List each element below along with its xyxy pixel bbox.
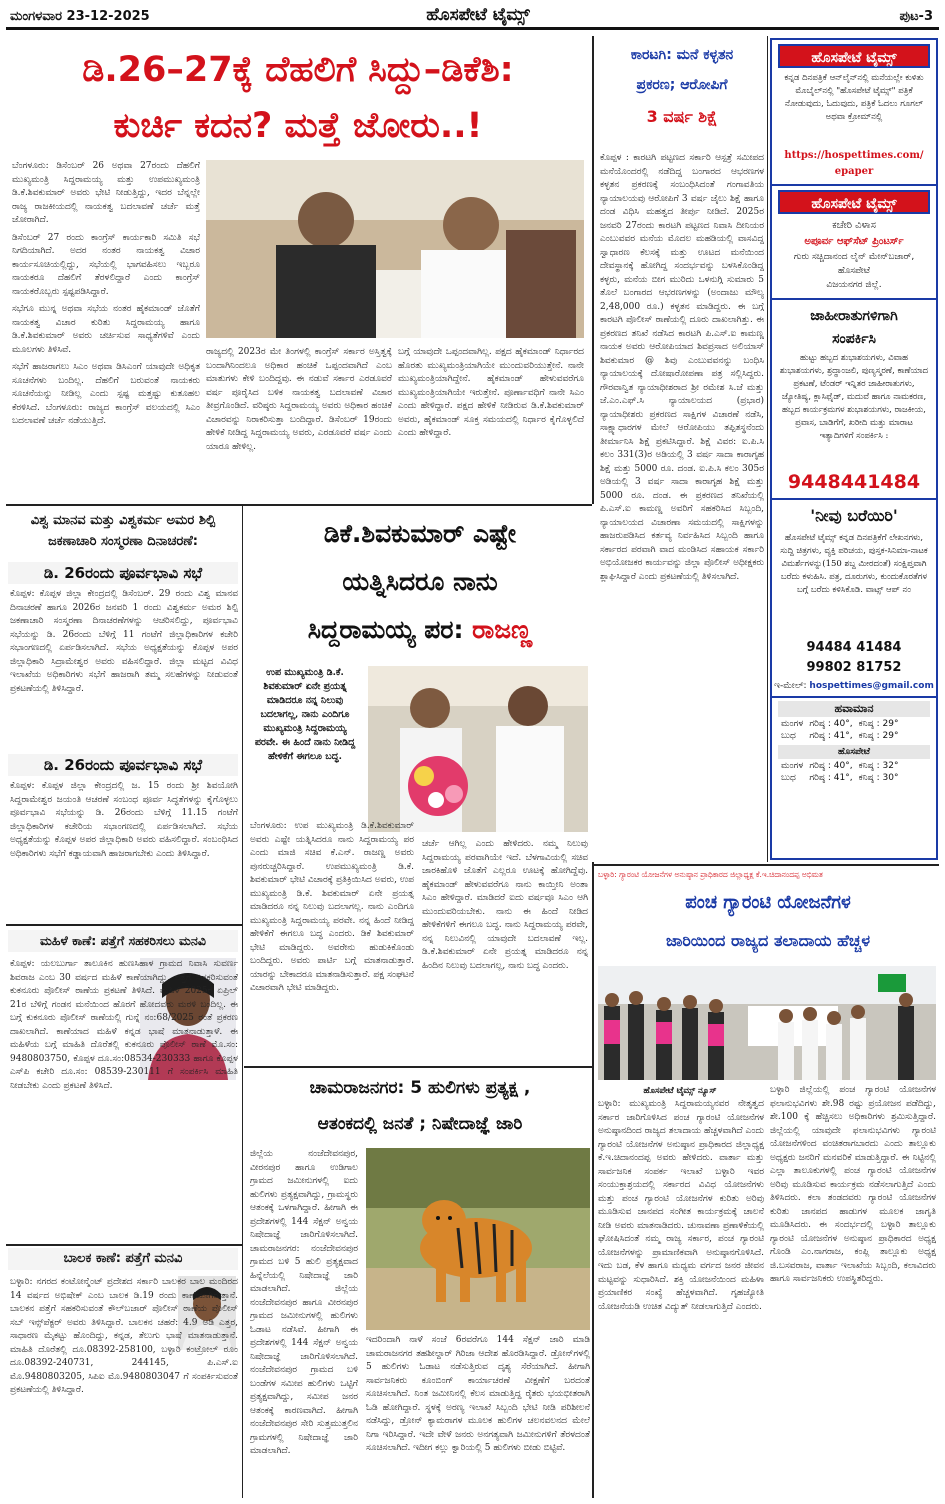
sidebar-brand: ಹೊಸಪೇಟೆ ಟೈಮ್ಸ್ <box>778 44 930 68</box>
sidebar-brand-2: ಹೊಸಪೇಟೆ ಟೈಮ್ಸ್ <box>778 190 930 214</box>
missing-boy-text <box>10 1276 238 1498</box>
lead-col1-p2: ಡಿಸೆಂಬರ್ 27 ರಂದು ಕಾಂಗ್ರೆಸ್ ಕಾರ್ಯಕಾರಿ ಸಮಿತಿ ಸಭೆ ನಿಗದಿಯಾಗಿದೆ. ಅದರ ನಂತರ ನಾಯಕತ್ವ ವಿಚಾರ ಕಾರ್ಯಸೂಚಿಯಲ್ಲಿದ್ದು, ಸಭೆಯಲ್ಲಿ ಭಾಗವಹಿಸಲು ಇಬ್ಬರೂ ನಾಯಕರೂ ದೆಹಲಿಗೆ ತೆರಳಲಿದ್ದಾರೆ ಎಂದು ಕಾಂಗ್ರೆಸ್ ನಾಯಕರೊಬ್ಬರು ಸ್ಪಷ್ಟಪಡಿಸಿದ್ದಾರೆ. <box>12 232 200 297</box>
weather-row <box>778 772 902 784</box>
guarantee-headline <box>598 884 938 960</box>
theft-text-body: ಕೊಪ್ಪಳ : ಕಾರಟಗಿ ಪಟ್ಟಣದ ಸರ್ಕಾರಿ ಆಸ್ಪತ್ರೆ ಸಮೀಪದ ಮನೆಯೊಂದರಲ್ಲಿ ನಡೆದಿದ್ದ ಬಂಗಾರದ ಆಭರಣಗಳ ಕಳ್ಳತನ ಪ್ರಕರಣಕ್ಕೆ ಸಂಬಂಧಿಸಿದಂತೆ ಗಂಗಾವತಿಯ ನ್ಯಾಯಾಲಯವು ಆರೋಪಿಗೆ 3 ವರ್ಷ ಜೈಲು ಶಿಕ್ಷೆ ಹಾಗೂ ದಂಡ ವಿಧಿಸಿ ಮಹತ್ವದ ತೀರ್ಪು ನೀಡಿದೆ. 2025ರ ಜನವರಿ 27ರಂದು ಕಾರಟಗಿ ಪಟ್ಟಣದ ನಿವಾಸಿ ದೀನಿಯರ ಎಂಬುವವರ ಮನೆಯ ಮೊದಲ ಮಹಡಿಯಲ್ಲಿ ವಾಸವಿದ್ದ ಸ್ವಾಧಾರಣ ಕೆಲಸಕ್ಕೆ ಮತ್ತು ಊಟದ ಮನೆಯಿಂದ ದೇವಸ್ಥಾನಕ್ಕೆ ಹೋಗಿದ್ದ ಸಂದರ್ಭವನ್ನು ಬಳಸಿಕೊಂಡಿದ್ದ ಕಳ್ಳರು, ಮನೆಯ ಬೀಗ ಮುರಿದು ಒಳನುಗ್ಗಿ ಸುಮಾರು 5 ತೊಲೆ ಬಂಗಾರದ ಆಭರಣಗಳನ್ನು (ಅಂದಾಜು ಮೌಲ್ಯ 2,48,000 ರೂ.) ಕಳ್ಳತನ ಮಾಡಿದ್ದರು. ಈ ಬಗ್ಗೆ ಕಾರಟಗಿ ಪೊಲೀಸ್ ಠಾಣೆಯಲ್ಲಿ ದೂರು ದಾಖಲಾಗಿತ್ತು. ಈ ಪ್ರಕರಣದ ತನಿಖೆ ನಡೆಸಿದ ಕಾರಟಗಿ ಪಿ.ಎಸ್.ಐ ಕಾಮಣ್ಣ ನಾಯಕ ಅವರು ಆರೋಪಿಯಾದ ಶಿವಪ್ರಸಾದ ಅಲಿಯಾಸ್ ಶಿವಕುಮಾರ @ ಶಿವು ಎಂಬುವವನನ್ನು ಬಂಧಿಸಿ ನ್ಯಾಯಾಲಯಕ್ಕೆ ದೋಷಾರೋಪಣಾ ಪತ್ರ ಸಲ್ಲಿಸಿದ್ದರು. ಗೌರವಾನ್ವಿತ ನ್ಯಾಯಾಧೀಶರಾದ ಶ್ರೀ ರಮೇಶ ಸಿ.ಜೆ ಮತ್ತು ಜೆ.ಎಂ.ಎಫ್.ಸಿ ನ್ಯಾಯಾಲಯದ (ಪ್ರಭಾರ) ನ್ಯಾಯಾಧೀಶರು ಪ್ರಕರಣದ ಸಾಕ್ಷಿಗಳ ವಿಚಾರಣೆ ನಡೆಸಿ, ಸಾಕ್ಷ್ಯಾಧಾರಗಳ ಮೇಲೆ ಆರೋಪಿಯು ತಪ್ಪಿತಸ್ಥನೆಂದು ತೀರ್ಮಾನಿಸಿ ಶಿಕ್ಷೆ ಪ್ರಕಟಿಸಿದ್ದಾರೆ. ಶಿಕ್ಷೆ ವಿವರ: ಐ.ಪಿ.ಸಿ ಕಲಂ 331(3)ರ ಅಡಿಯಲ್ಲಿ 3 ವರ್ಷ ಸಾದಾ ಕಾರಾಗೃಹ ಶಿಕ್ಷೆ ಮತ್ತು 5000 ರೂ. ದಂಡ. ಐ.ಪಿ.ಸಿ ಕಲಂ 305ರ ಅಡಿಯಲ್ಲಿ 3 ವರ್ಷ ಸಾದಾ ಕಾರಾಗೃಹ ಶಿಕ್ಷೆ ಮತ್ತು 5000 ರೂ. ದಂಡ. ಈ ಪ್ರಕರಣದ ತನಿಖೆಯಲ್ಲಿ ಪಿ.ಎಸ್.ಐ ಕಾಮಣ್ಣ ಅವರಿಗೆ ಸಹಕರಿಸಿದ ಸಿಬ್ಬಂದಿ, ನ್ಯಾಯಾಲಯದ ವಿಚಾರಣಾ ಸಮಯದಲ್ಲಿ ಸಾಕ್ಷಿಗಳನ್ನು ಹಾಜರುಪಡಿಸಿದ ಕರ್ತವ್ಯ ನಿರ್ವಹಿಸಿದ ಸಿಬ್ಬಂದಿ ಹಾಗೂ ಸರ್ಕಾರದ ಪರವಾಗಿ ವಾದ ಮಂಡಿಸಿದ ಸಹಾಯಕ ಸರ್ಕಾರಿ ಅಭಿಯೋಜಕರ ಕಾರ್ಯವನ್ನು ಜಿಲ್ಲಾ ಪೊಲೀಸ್ ಅಧೀಕ್ಷಕರು ಶ್ಲಾಘಿಸಿದ್ದಾರೆ ಎಂದು ಪ್ರಕಟಣೆಯಲ್ಲಿ ತಿಳಿಸಲಾಗಿದೆ. <box>600 153 764 582</box>
missing-woman-title: ಮಹಿಳೆ ಕಾಣೆ: ಪತ್ತೆಗೆ ಸಹಕರಿಸಲು ಮನವಿ <box>8 930 238 952</box>
lead-col2 <box>206 346 392 502</box>
missing-boy-body: ಬಳ್ಳಾರಿ: ನಗರದ ಕಂಟೋನ್ಮೆಂಟ್ ಪ್ರದೇಶದ ಸರ್ಕಾರಿ ಬಾಲಕರ ಬಾಲ ಮಂದಿರದ 14 ವರ್ಷದ ಅಭಿಷೇಕ್ ಎಂಬ ಬಾಲಕ ಡಿ.19 ರಂದು ಕಾಣೆಯಾಗಿರುತ್ತಾನೆ. ಬಾಲಕನ ಪತ್ತೆಗೆ ಸಹಕರಿಸುವಂತೆ ಕೌಲ್‌ಬಜಾರ್ ಪೊಲೀಸ್ ಠಾಣೆಯ ಪೊಲೀಸ್ ಸಬ್ ಇನ್ಸ್‌ಪೆಕ್ಟರ್ ಅವರು ತಿಳಿಸಿದ್ದಾರೆ. ಬಾಲಕನ ಚಹರೆ: 4.9 ಅಡಿ ಎತ್ತರ, ಸಾಧಾರಣ ಮೈಕಟ್ಟು ಹೊಂದಿದ್ದು, ಕನ್ನಡ, ತೆಲುಗು ಭಾಷೆ ಮಾತನಾಡುತ್ತಾನೆ. ಮಾಹಿತಿ ದೊರೆತಲ್ಲಿ ದೂ.08392-258100, ಬಳ್ಳಾರಿ ಕಂಟ್ರೋಲ್ ರೂಂ ದೂ.08392-240731, 244145, ಪಿ.ಎಸ್.ಐ ಮೊ.9480803205, ಸಿಪಿಐ ಮೊ.9480803047 ಗೆ ಸಂಪರ್ಕಿಸುವಂತೆ ಪ್ರಕಟಣೆಯಲ್ಲಿ ತಿಳಿಸಿದ್ದಾರೆ. <box>10 1277 238 1395</box>
missing-woman-body: ಕೊಪ್ಪಳ: ಯಲಬುರ್ಗಾ ತಾಲೂಕಿನ ಹುಣಸಿಹಾಳ ಗ್ರಾಮದ ನಿವಾಸಿ ಸುವರ್ಣ ಶಿವರಾಜ ಎಂಬ 30 ವರ್ಷದ ಮಹಿಳೆ ಕಾಣೆಯಾಗಿದ್ದು, ಪತ್ತೆಗೆ ಸಹಕರಿಸುವಂತೆ ಕುಕನೂರು ಪೊಲೀಸ್ ಠಾಣೆಯ ಪ್ರಕಟಣೆ ತಿಳಿಸಿದೆ. ಮಹಿಳೆ 2025ರ ಏಪ್ರಿಲ್ 21ರ ಬೆಳಿಗ್ಗೆ ಗಂಡನ ಮನೆಯಿಂದ ಹೊರಗೆ ಹೋದವರು ಮರಳಿ ಬಂದಿಲ್ಲ. ಈ ಬಗ್ಗೆ ಕುಕನೂರು ಪೊಲೀಸ್ ಠಾಣೆಯಲ್ಲಿ ಗುನ್ನೆ ನಂ:68/2025 ರಂತೆ ಪ್ರಕರಣ ದಾಖಲಾಗಿದೆ. ಕಾಣೆಯಾದ ಮಹಿಳೆ ಕನ್ನಡ ಭಾಷೆ ಮಾತನಾಡುತ್ತಾಳೆ. ಈ ಮಹಿಳೆಯ ಬಗ್ಗೆ ಮಾಹಿತಿ ದೊರೆತಲ್ಲಿ ಕುಕನೂರು ಪೊಲೀಸ್ ಠಾಣೆ ಮೊ.ಸಂ: 9480803750, ಕೊಪ್ಪಳ ದೂ.ಸಂ:08534-230333 ಹಾಗೂ ಕೊಪ್ಪಳ ಎಸ್‌ಪಿ ಕಚೇರಿ ದೂ.ಸಂ: 08539-230111 ಗೆ ಸಂಪರ್ಕಿಸಿ ಮಾಹಿತಿ ನೀಡಬೇಕು ಎಂದು ಪ್ರಕಟಣೆ ತಿಳಿಸಿದೆ. <box>10 959 238 1091</box>
weather-max: ಗರಿಷ್ಠ : 40°, <box>809 761 853 771</box>
sidebar-write-title: 'ನೀವು ಬರೆಯಿರಿ' <box>810 506 898 525</box>
weather-min: ಕನಿಷ್ಠ : 30° <box>858 773 899 783</box>
sidebar-ads-phone: 9448441484 <box>787 471 921 493</box>
guarantee-headline-line2: ಜಾರಿಯಿಂದ ರಾಜ್ಯದ ತಲಾದಾಯ ಹೆಚ್ಚಳ <box>665 931 871 950</box>
masthead <box>6 4 939 30</box>
sidebar-write-phone2: 99802 81752 <box>806 660 902 675</box>
weather-day: ಮಂಗಳ <box>781 761 804 771</box>
theft-headline-line3: 3 ವರ್ಷ ಶಿಕ್ಷೆ <box>646 107 718 126</box>
guarantee-col-left-body: ಬಳ್ಳಾರಿ: ಮುಖ್ಯಮಂತ್ರಿ ಸಿದ್ದರಾಮಯ್ಯನವರ ನೇತೃತ್ವದ ಸರ್ಕಾರ ಜಾರಿಗೊಳಿಸಿದ ಪಂಚ ಗ್ಯಾರಂಟಿ ಯೋಜನೆಗಳ ಅನುಷ್ಠಾನದಿಂದ ರಾಜ್ಯದ ತಲಾದಾಯ ಹೆಚ್ಚಳವಾಗಿದೆ ಎಂದು ಗ್ಯಾರಂಟಿ ಯೋಜನೆಗಳ ಅನುಷ್ಠಾನ ಪ್ರಾಧಿಕಾರದ ಜಿಲ್ಲಾಧ್ಯಕ್ಷ ಕೆ.ಇ.ಚಿದಾನಂದಪ್ಪ ಅವರು ಹೇಳಿದರು. ವಾರ್ತಾ ಮತ್ತು ಸಾರ್ವಜನಿಕ ಸಂಪರ್ಕ ಇಲಾಖೆ ಬಳ್ಳಾರಿ ಇವರ ಸಂಯುಕ್ತಾಶ್ರಯದಲ್ಲಿ ಸರ್ಕಾರದ ವಿವಿಧ ಯೋಜನೆಗಳು ಮತ್ತು ಪಂಚ ಗ್ಯಾರಂಟಿ ಯೋಜನೆಗಳ ಕುರಿತು ಅರಿವು ಮೂಡಿಸುವ ಜಾನಪದ ಸಂಗೀತ ಕಾರ್ಯಕ್ರಮಕ್ಕೆ ಚಾಲನೆ ನೀಡಿ ಅವರು ಮಾತನಾಡಿದರು. ಚುನಾವಣಾ ಪ್ರಣಾಳಿಕೆಯಲ್ಲಿ ಘೋಷಿಸಿದಂತೆ ನಮ್ಮ ರಾಜ್ಯ ಸರ್ಕಾರ, ಪಂಚ ಗ್ಯಾರಂಟಿ ಯೋಜನೆಗಳನ್ನು ಪ್ರಾಮಾಣಿಕವಾಗಿ ಅನುಷ್ಠಾನಗೊಳಿಸಿದೆ. ಇದು ಬಡ, ಕೆಳ ಹಾಗೂ ಮಧ್ಯಮ ವರ್ಗದ ಜನರ ಜೀವನ ಮಟ್ಟವನ್ನು ಸುಧಾರಿಸಿದೆ. ಶಕ್ತಿ ಯೋಜನೆಯಿಂದ ಮಹಿಳಾ ಪ್ರಯಾಣಿಕರ ಸಂಖ್ಯೆ ಹೆಚ್ಚಳವಾಗಿದೆ. ಗೃಹಜ್ಯೋತಿ ಯೋಜನೆಯಡಿ ಉಚಿತ ವಿದ್ಯುತ್ ನೀಡಲಾಗುತ್ತಿದೆ ಎಂದರು. <box>598 1099 764 1312</box>
weather-min: ಕನಿಷ್ಠ : 32° <box>858 761 899 771</box>
dks-quote <box>250 666 360 816</box>
sidebar-write-text: ಹೊಸಪೇಟೆ ಟೈಮ್ಸ್ ಕನ್ನಡ ದಿನಪತ್ರಿಕೆಗೆ ಲೇಖನಗಳು, ಸುದ್ದಿ ಚಿತ್ರಗಳು, ವ್ಯಕ್ತಿ ಪರಿಚಯ, ಪುಸ್ತಕ-ಸಿನಿಮಾ-ನಾಟಕ ವಿಮರ್ಶೆಗಳನ್ನು(150 ಶಬ್ದ ಮೀರದಂತೆ) ಸಂಕ್ಷಿಪ್ತವಾಗಿ ಬರೆದು ಕಳುಹಿಸಿ. ಪತ್ರ, ದೂರುಗಳು, ಕುಂದುಕೊರತೆಗಳ ಬಗ್ಗೆ ಬರೆದು ಕಳಿಸಿಕೊಡಿ. ವಾಟ್ಸ್ ಆಪ್ ನಂ <box>780 533 928 595</box>
tiger-col-left <box>250 1148 358 1498</box>
dks-text-right-body: ಚರ್ಚೆ ಆಗಿಲ್ಲ ಎಂದು ಹೇಳಿದರು. ನಮ್ಮ ನಿಲುವು ಸಿದ್ದರಾಮಯ್ಯ ಪರವಾಗಿಯೇ ಇದೆ. ಬೆಳಗಾವಿಯಲ್ಲಿ ಸಚಿವ ಜಾರಕಿಹೊಳಿ ಜೊತೆಗೆ ಎಲ್ಲರೂ ಊಟಕ್ಕೆ ಹೋಗಿದ್ದೆವು. ಹೈಕಮಾಂಡ್ ಹೇಳುವವರೆಗೂ ನಾನು ಕಾಯ್ತೀನಿ ಅಂತಾ ಸಿಎಂ ಹೇಳಿದ್ದಾರೆ. ಮಾಡಿದರೆ ಐದು ವರ್ಷವೂ ಸಿಎಂ ಆಗಿ ಮುಂದುವರಿಯಬೇಕು. ನಾನು ಈ ಹಿಂದೆ ನೀಡಿದ ಹೇಳಿಕೆಗಳಿಗೆ ಈಗಲೂ ಬದ್ಧ. ನಾನು ಸಿದ್ದರಾಮಯ್ಯ ಪರವೇ, ನನ್ನ ನಿಲುವಿನಲ್ಲಿ ಯಾವುದೇ ಬದಲಾವಣೆ ಇಲ್ಲ. ಡಿ.ಕೆ.ಶಿವಕುಮಾರ್ ಏನೇ ಪ್ರಯತ್ನ ಮಾಡಿದರೂ ನನ್ನ ಹಿಂದಿನ ನಿಲುವು ಬದಲಾಗಲ್ಲ, ನಾನು ಬದ್ಧ ಎಂದರು. <box>422 839 588 971</box>
weather-max: ಗರಿಷ್ಠ : 41°, <box>809 773 853 783</box>
sidebar-ads-title1: ಜಾಹೀರಾತುಗಳಿಗಾಗಿ <box>810 308 898 324</box>
sidebar-weather-title2: ಹೊಸಪೇಟೆ <box>778 745 930 759</box>
vishwa-subhead: ಡಿ. 26ರಂದು ಪೂರ್ವಭಾವಿ ಸಭೆ <box>8 562 238 584</box>
dks-headline-line3b: ರಾಜಣ್ಣ <box>472 615 533 644</box>
dks-headline-line3a: ಸಿದ್ದರಾಮಯ್ಯ ಪರ: <box>307 615 473 644</box>
sidebar-printer-line2: ಅಪೂರ್ವ ಆಫ್‌ಸೆಟ್ ಪ್ರಿಂಟರ್ಸ್ <box>804 236 904 247</box>
weather-min: ಕನಿಷ್ಠ : 29° <box>858 719 899 729</box>
sidebar-write-email-label: ಇ-ಮೇಲ್: <box>774 681 807 691</box>
sidebar-weather-title: ಹವಾಮಾನ <box>778 701 930 717</box>
lead-col1-p4: ಸಭೆಗೆ ಹಾಜರಾಗಲು ಸಿಎಂ ಅಥವಾ ಡಿಸಿಎಂಗೆ ಯಾವುದೇ ಅಧಿಕೃತ ಸೂಚನೆಗಳು ಬಂದಿಲ್ಲ. ದೆಹಲಿಗೆ ಬರುವಂತೆ ನಾಯಕರು ಸೂಚನೆಯನ್ನು ನೀಡಿಲ್ಲ ಎಂದು ಸ್ಪಷ್ಟ ಮತ್ತಷ್ಟು ಕುತೂಹಲ ಕೆರಳಿಸಿದೆ. ಬೆಂಗಳೂರು: ರಾಜ್ಯದ ಕಾಂಗ್ರೆಸ್ ವಲಯದಲ್ಲಿ ಸಿಎಂ ಬದಲಾವಣೆ ಚರ್ಚೆ ನಡೆಯುತ್ತಿದೆ. <box>12 362 200 426</box>
guarantee-col-right <box>770 1084 936 1498</box>
dks-photo <box>368 666 588 832</box>
lead-headline <box>8 42 588 154</box>
lead-col1 <box>12 160 200 500</box>
theft-headline-line1: ಕಾರಟಗಿ: ಮನೆ ಕಳ್ಳತನ <box>630 47 734 63</box>
vishwa-subhead-2: ಡಿ. 26ರಂದು ಪೂರ್ವಭಾವಿ ಸಭೆ <box>8 754 238 776</box>
masthead-date: ಮಂಗಳವಾರ 23-12-2025 <box>10 9 150 24</box>
guarantee-col-right-body: ಬಳ್ಳಾರಿ ಜಿಲ್ಲೆಯಲ್ಲಿ ಪಂಚ ಗ್ಯಾರಂಟಿ ಯೋಜನೆಗಳ ಫಲಾನುಭವಿಗಳು ಶೇ.98 ರಷ್ಟು ಪ್ರಯೋಜನ ಪಡೆದಿದ್ದು, ಶೇ.100 ಕ್ಕೆ ಹೆಚ್ಚಿಸಲು ಅಧಿಕಾರಿಗಳು ಶ್ರಮಿಸುತ್ತಿದ್ದಾರೆ. ಜಿಲ್ಲೆಯಲ್ಲಿ ಯಾವುದೇ ಫಲಾನುಭವಿಗಳು ಗ್ಯಾರಂಟಿ ಯೋಜನೆಗಳಿಂದ ವಂಚಿತರಾಗಬಾರದು ಎಂದು ತಾಲ್ಲೂಕು ಅಧ್ಯಕ್ಷರು ಜನರಿಗೆ ಮನವರಿಕೆ ಮಾಡುತ್ತಿದ್ದಾರೆ. ಈ ನಿಟ್ಟಿನಲ್ಲಿ ಎಲ್ಲಾ ತಾಲೂಕುಗಳಲ್ಲಿ ಪಂಚ ಗ್ಯಾರಂಟಿ ಯೋಜನೆಗಳ ಅರಿವು ಮೂಡಿಸುವ ಕಾರ್ಯಕ್ರಮ ನಡೆಸಲಾಗುತ್ತಿದೆ ಎಂದು ತಿಳಿಸಿದರು. ಕಲಾ ತಂಡದವರು ಗ್ಯಾರಂಟಿ ಯೋಜನೆಗಳ ಕುರಿತು ಜಾನಪದ ಹಾಡುಗಳ ಮೂಲಕ ಜಾಗೃತಿ ಮೂಡಿಸಿದರು. ಈ ಸಂದರ್ಭದಲ್ಲಿ ಬಳ್ಳಾರಿ ತಾಲ್ಲೂಕು ಗ್ಯಾರಂಟಿ ಯೋಜನೆಗಳ ಅನುಷ್ಠಾನ ಪ್ರಾಧಿಕಾರದ ಅಧ್ಯಕ್ಷ ಗೊಂಡಿ ಎಂ.ನಾಗರಾಜ, ಕಂಪ್ಲಿ ತಾಲ್ಲೂಕು ಅಧ್ಯಕ್ಷ ಜಿ.ಬಸವರಾಜ, ವಾರ್ತಾ ಇಲಾಖೆಯ ಸಿಬ್ಬಂದಿ, ಕಲಾವಿದರು ಹಾಗೂ ಸಾರ್ವಜನಿಕರು ಉಪಸ್ಥಿತರಿದ್ದರು. <box>770 1085 936 1284</box>
lead-headline-line1: ಡಿ.26–27ಕ್ಕೆ ದೆಹಲಿಗೆ ಸಿದ್ದು–ಡಿಕೆಶಿ: <box>82 50 514 90</box>
weather-day: ಬುಧ <box>781 731 796 741</box>
weather-table <box>778 718 902 742</box>
tiger-headline <box>250 1070 590 1144</box>
weather-row <box>778 730 902 742</box>
masthead-paper: ಹೊಸಪೇಟೆ ಟೈಮ್ಸ್ <box>426 5 530 25</box>
sidebar-printer-line3: ಗುರು ಸಚ್ಚಿದಾನಂದ ಲೈನ್ ಮೇನ್‌ಬಜಾರ್, ಹೊಸಪೇಟೆ <box>793 252 915 276</box>
tiger-headline-line2: ಆತಂಕದಲ್ಲಿ ಜನತೆ ; ನಿಷೇದಾಜ್ಞೆ ಜಾರಿ <box>317 1114 523 1134</box>
lead-col1-p3: ಸಭೆಗೂ ಮುನ್ನ ಅಥವಾ ಸಭೆಯ ನಂತರ ಹೈಕಮಾಂಡ್ ಜೊತೆಗೆ ನಾಯಕತ್ವ ವಿಚಾರ ಕುರಿತು ಸಿದ್ದರಾಮಯ್ಯ ಹಾಗೂ ಡಿ.ಕೆ.ಶಿವಕುಮಾರ್ ಅವರು ಚರ್ಚಿಸುವ ಸಾಧ್ಯತೆಗಳಿವೆ ಎಂದು ಮೂಲಗಳು ತಿಳಿಸಿವೆ. <box>12 304 200 355</box>
missing-woman-text <box>10 958 238 1242</box>
theft-headline-line2: ಪ್ರಕರಣ; ಆರೋಪಿಗೆ <box>636 77 728 93</box>
dks-headline-line2: ಯತ್ನಿಸಿದರೂ ನಾನು <box>342 567 498 596</box>
weather-day: ಬುಧ <box>781 773 796 783</box>
guarantee-photo <box>598 966 936 1080</box>
masthead-page: ಪುಟ-3 <box>899 9 933 24</box>
guarantee-kicker: ಬಳ್ಳಾರಿ: ಗ್ಯಾರಂಟಿ ಯೋಜನೆಗಳ ಅನುಷ್ಠಾನ ಪ್ರಾಧಿಕಾರದ ಜಿಲ್ಲಾಧ್ಯಕ್ಷ ಕೆ.ಇ.ಚಿದಾನಂದಪ್ಪ ಅಭಿಮತ <box>598 870 823 879</box>
tiger-col-bottom-body: ಇದರಿಂದಾಗಿ ನಾಳೆ ಸಂಜೆ 6ರವರೆಗೂ 144 ಸೆಕ್ಷನ್ ಜಾರಿ ಮಾಡಿ ಚಾಮರಾಜನಗರ ತಹಶೀಲ್ದಾರ್ ಗಿರಿಜಾ ಆದೇಶ ಹೊರಡಿಸಿದ್ದಾರೆ. ಡ್ರೋನ್‌ಗಳಲ್ಲಿ 5 ಹುಲಿಗಳು ಓಡಾಟ ನಡೆಸುತ್ತಿರುವ ದೃಶ್ಯ ಸೆರೆಯಾಗಿದೆ. ಹೀಗಾಗಿ ಸಾರ್ವಜನಿಕರು ಕೂಂಬಿಂಗ್ ಕಾರ್ಯಾಚರಣೆ ವೀಕ್ಷಣೆಗೆ ಬರದಂತೆ ಸೂಚಿಸಲಾಗಿದೆ. ನಿಂತ ಜಮೀನಿನಲ್ಲಿ ಕೆಲಸ ಮಾಡುತ್ತಿದ್ದ ರೈತರು ಭಯಭೀತರಾಗಿ ಓಡಿ ಹೋಗಿದ್ದಾರೆ. ಸ್ಥಳಕ್ಕೆ ಅರಣ್ಯ ಇಲಾಖೆ ಸಿಬ್ಬಂದಿ ಭೇಟಿ ನೀಡಿ ಪರಿಶೀಲನೆ ನಡೆಸಿದ್ದು, ಡ್ರೋನ್ ಕ್ಯಾಮರಾಗಳ ಮೂಲಕ ಹುಲಿಗಳ ಚಲನವಲನದ ಮೇಲೆ ನಿಗಾ ಇರಿಸಿದ್ದಾರೆ. ಇದೇ ವೇಳೆ ಜನರು ಅನಗತ್ಯವಾಗಿ ಜಮೀನುಗಳಿಗೆ ತೆರಳದಂತೆ ಸೂಚಿಸಲಾಗಿದೆ. ಇದೀಗ ಕಲ್ಲು ಕ್ವಾರಿಯಲ್ಲಿ 5 ಹುಲಿಗಳು ಬೀಡು ಬಿಟ್ಟಿವೆ. <box>366 1335 590 1453</box>
dks-headline <box>250 510 590 660</box>
lead-col3 <box>398 346 584 502</box>
sidebar <box>770 38 938 860</box>
tiger-photo <box>366 1148 590 1330</box>
vishwa-text-2 <box>10 780 238 920</box>
sidebar-epaper-url1[interactable]: https://hospettimes.com/ <box>784 150 924 161</box>
sidebar-epaper-text: ಕನ್ನಡ ದಿನಪತ್ರಿಕೆ ಆನ್‌ಲೈನ್‌ನಲ್ಲಿ ಮನೆಯಲ್ಲೇ ಕುಳಿತು ಮೊಬೈಲ್‌ನಲ್ಲಿ "ಹೊಸಪೇಟೆ ಟೈಮ್ಸ್" ಪತ್ರಿಕೆ ನೋಡುವುದು, ಓದುವುದು, ಪತ್ರಿಕೆ ಓದಲು ಗೂಗಲ್ ಅಥವಾ ಕ್ರೋಮ್‌ನಲ್ಲಿ <box>784 73 924 122</box>
sidebar-write-phone1: 94484 41484 <box>806 640 902 655</box>
dks-text-left <box>250 820 414 1062</box>
dks-quote-text: ಉಪ ಮುಖ್ಯಮಂತ್ರಿ ಡಿ.ಕೆ. ಶಿವಕುಮಾರ್ ಏನೇ ಪ್ರಯತ್ನ ಮಾಡಿದರೂ ನನ್ನ ನಿಲುವು ಬದಲಾಗಲ್ಲ, ನಾನು ಎಂದಿಗೂ ಮುಖ್ಯಮಂತ್ರಿ ಸಿದ್ದರಾಮಯ್ಯ ಪರವೇ. ಈ ಹಿಂದೆ ನಾನು ನೀಡಿದ್ದ ಹೇಳಿಕೆಗೆ ಈಗಲೂ ಬದ್ಧ. <box>254 667 356 762</box>
vishwa-text-body: ಕೊಪ್ಪಳ: ಕೊಪ್ಪಳ ಜಿಲ್ಲಾ ಕೇಂದ್ರದಲ್ಲಿ ಡಿಸೆಂಬರ್. 29 ರಂದು ವಿಶ್ವ ಮಾನವ ದಿನಾಚರಣೆ ಹಾಗೂ 2026ರ ಜನವರಿ 1 ರಂದು ವಿಶ್ವಕರ್ಮ ಅಮರ ಶಿಲ್ಪಿ ಜಕಣಾಚಾರಿ ಸಂಸ್ಮರಣಾ ದಿನಾಚರಣೆಗಳನ್ನು ಆಚರಿಸಲಿದ್ದು, ಪೂರ್ವಭಾವಿ ಸಭೆಯನ್ನು ಡಿ. 26ರಂದು ಬೆಳಿಗ್ಗೆ 11 ಗಂಟೆಗೆ ಜಿಲ್ಲಾಧಿಕಾರಿಗಳ ಕಚೇರಿ ಸಭಾಂಗಣದಲ್ಲಿ ಏರ್ಪಡಿಸಲಾಗಿದೆ. ಸಭೆಯ ಅಧ್ಯಕ್ಷತೆಯನ್ನು ಕೊಪ್ಪಳ ಅಪರ ಜಿಲ್ಲಾಧಿಕಾರಿ ಸಿದ್ರಾಮೇಶ್ವರ ಅವರು ವಹಿಸಲಿದ್ದಾರೆ. ಜಿಲ್ಲಾ ಮಟ್ಟದ ವಿವಿಧ ಇಲಾಖೆಯ ಅಧಿಕಾರಿಗಳು ಸಭೆಗೆ ಹಾಜರಾಗಿ ತಮ್ಮ ಸಲಹೆಗಳನ್ನು ನೀಡುವಂತೆ ಪ್ರಕಟಣೆಯಲ್ಲಿ ತಿಳಿಸಿದ್ದಾರೆ. <box>10 589 238 694</box>
lead-col1-p1: ಬೆಂಗಳೂರು: ಡಿಸೆಂಬರ್ 26 ಅಥವಾ 27ರಂದು ದೆಹಲಿಗೆ ಮುಖ್ಯಮಂತ್ರಿ ಸಿದ್ದರಾಮಯ್ಯ ಮತ್ತು ಉಪಮುಖ್ಯಮಂತ್ರಿ ಡಿ.ಕೆ.ಶಿವಕುಮಾರ್ ಅವರು ಭೇಟಿ ನೀಡುತ್ತಿದ್ದು, ಇದರ ಬೆನ್ನಲ್ಲೇ ರಾಜ್ಯ ರಾಜಕೀಯದಲ್ಲಿ ನಾಯಕತ್ವ ಬದಲಾವಣೆ ಚರ್ಚೆ ಮತ್ತೆ ಜೋರಾಗಿದೆ. <box>12 161 200 225</box>
dks-headline-line1: ಡಿಕೆ.ಶಿವಕುಮಾರ್ ಎಷ್ಟೇ <box>323 519 517 548</box>
sidebar-printer-line4: ವಿಜಯನಗರ ಜಿಲ್ಲೆ. <box>826 280 882 290</box>
weather-max: ಗರಿಷ್ಠ : 40°, <box>809 719 853 729</box>
guarantee-byline: ಹೊಸಪೇಟೆ ಟೈಮ್ಸ್ ನ್ಯೂಸ್ <box>643 1086 717 1096</box>
weather-row <box>778 718 902 730</box>
dks-text-left-body: ಬೆಂಗಳೂರು: ಉಪ ಮುಖ್ಯಮಂತ್ರಿ ಡಿ.ಕೆ.ಶಿವಕುಮಾರ್ ಅವರು ಎಷ್ಟೇ ಯತ್ನಿಸಿದರೂ ನಾನು ಸಿದ್ದರಾಮಯ್ಯ ಪರ ಎಂದು ಮಾಜಿ ಸಚಿವ ಕೆ.ಎನ್. ರಾಜಣ್ಣ ಅವರು ಪುನರುಚ್ಚರಿಸಿದ್ದಾರೆ. ಉಪಮುಖ್ಯಮಂತ್ರಿ ಡಿ.ಕೆ. ಶಿವಕುಮಾರ್ ಭೇಟಿ ವಿಚಾರಕ್ಕೆ ಪ್ರತಿಕ್ರಿಯಿಸಿದ ಅವರು, ಉಪ ಮುಖ್ಯಮಂತ್ರಿ ಡಿ.ಕೆ. ಶಿವಕುಮಾರ್ ಏನೇ ಪ್ರಯತ್ನ ಮಾಡಿದರೂ ನನ್ನ ನಿಲುವು ಬದಲಾಗಲ್ಲ. ನಾನು ಎಂದಿಗೂ ಮುಖ್ಯಮಂತ್ರಿ ಸಿದ್ದರಾಮಯ್ಯ ಪರವೇ. ನನ್ನ ಹಿಂದೆ ನೀಡಿದ್ದ ಹೇಳಿಕೆಗೆ ಈಗಲೂ ಬದ್ಧ ಎಂದರು. ಡಿಕೆ ಶಿವಕುಮಾರ್ ಭೇಟಿ ಮಾಡಿದ್ದರು. ಅವರೇನು ಹುಡುಕಿಕೊಂಡು ಬಂದಿದ್ದರು. ಅವರು ಪಾರ್ಟಿ ಬಗ್ಗೆ ಮಾತನಾಡುತ್ತಾರೆ. ಯಾರನ್ನು ಬೇಕಾದರೂ ಮಾತನಾಡಿಸುತ್ತಾರೆ. ಪಕ್ಷ ಸಂಘಟನೆ ವಿಚಾರವಾಗಿ ಭೇಟಿ ಮಾಡಿದ್ದರು. <box>250 821 414 993</box>
weather-max: ಗರಿಷ್ಠ : 41°, <box>809 731 853 741</box>
guarantee-col-left <box>598 1098 764 1498</box>
theft-headline <box>598 40 766 150</box>
weather-day: ಮಂಗಳ <box>781 719 804 729</box>
sidebar-printer-line1: ಕಚೇರಿ ವಿಳಾಸ <box>832 220 876 231</box>
sidebar-epaper-url2[interactable]: epaper <box>834 166 874 177</box>
sidebar-ads-title2: ಸಂಪರ್ಕಿಸಿ <box>832 331 876 347</box>
lead-photo <box>206 160 584 338</box>
weather-table-2 <box>778 760 902 784</box>
dks-text-right <box>422 838 588 1062</box>
vishwa-title-text: ವಿಶ್ವ ಮಾನವ ಮತ್ತು ವಿಶ್ವಕರ್ಮ ಅಮರ ಶಿಲ್ಪಿ ಜಕಣಾಚಾರಿ ಸಂಸ್ಮರಣಾ ದಿನಾಚರಣೆ: <box>30 513 216 549</box>
sidebar-write-email[interactable]: hospettimes@gmail.com <box>809 681 934 691</box>
sidebar-ads-text: ಹುಟ್ಟು ಹಬ್ಬದ ಶುಭಾಶಯಗಳು, ವಿವಾಹ ಶುಭಾಶಯಗಳು, ಶ್ರದ್ಧಾಂಜಲಿ, ಪುಣ್ಯಸ್ಮರಣೆ, ಕಾಣೆಯಾದ ಪ್ರಕಟಣೆ, ಟೆಂಡರ್ ಇನ್ನಿತರ ಜಾಹೀರಾತುಗಳು, ಜ್ಯೋತಿಷ್ಯ, ಕ್ಲಾಸಿಫೈಡ್, ಮದುವೆ ಹಾಗೂ ನಾಮಕರಣ, ಹಬ್ಬದ ಕಾರ್ಯಕ್ರಮಗಳ ಶುಭಾಶಯಗಳು, ರಾಜಕೀಯ, ಪ್ರವಾಸ, ಬಾಡಿಗೆಗೆ, ಖರೀದಿ ಮತ್ತು ಮಾರಾಟ ಇತ್ಯಾದಿಗಳಿಗೆ ಸಂಪರ್ಕಿಸಿ : <box>779 353 929 441</box>
vishwa-text2-body: ಕೊಪ್ಪಳ: ಕೊಪ್ಪಳ ಜಿಲ್ಲಾ ಕೇಂದ್ರದಲ್ಲಿ ಜ. 15 ರಂದು ಶ್ರೀ ಶಿವಯೋಗಿ ಸಿದ್ದರಾಮೇಶ್ವರ ಜಯಂತಿ ಆಚರಣೆ ಸಂಬಂಧ ಪೂರ್ವ ಸಿದ್ಧತೆಗಳನ್ನು ಕೈಗೊಳ್ಳಲು ಪೂರ್ವಭಾವಿ ಸಭೆಯನ್ನು ಡಿ. 26ರಂದು ಬೆಳಿಗ್ಗೆ 11.15 ಗಂಟೆಗೆ ಜಿಲ್ಲಾಧಿಕಾರಿಗಳ ಕಚೇರಿಯ ಸಭಾಂಗಣದಲ್ಲಿ ಏರ್ಪಡಿಸಲಾಗಿದೆ. ಸಭೆಯ ಅಧ್ಯಕ್ಷತೆಯನ್ನು ಕೊಪ್ಪಳ ಅಪರ ಜಿಲ್ಲಾಧಿಕಾರಿ ಅವರು ವಹಿಸಲಿದ್ದಾರೆ. ಸಂಬಂಧಿಸಿದ ಅಧಿಕಾರಿಗಳು ಸಭೆಗೆ ಕಡ್ಡಾಯವಾಗಿ ಹಾಜರಾಗಬೇಕು ಎಂದು ತಿಳಿಸಿದ್ದಾರೆ. <box>10 781 238 859</box>
lead-col3-text: ಬಗ್ಗೆ ಯಾವುದೇ ಒಪ್ಪಂದವಾಗಿಲ್ಲ. ಪಕ್ಷದ ಹೈಕಮಾಂಡ್ ನಿರ್ಧಾರದ ಹೊರತು ಮುಖ್ಯಮಂತ್ರಿಯಾಗಿಯೇ ಮುಂದುವರಿಯುತ್ತೇನೆ. ನಾನೇ ಮುಖ್ಯಮಂತ್ರಿಯಾಗಿದ್ದೇನೆ. ಹೈಕಮಾಂಡ್ ಹೇಳುವವರೆಗೂ ಮುಖ್ಯಮಂತ್ರಿಯಾಗಿಯೇ ಇರುತ್ತೇನೆ. ಪೂರ್ಣಾವಧಿಗೆ ನಾನೇ ಸಿಎಂ ಎಂದು ಹೇಳಿದ್ದಾರೆ. ಪಕ್ಷದ ಹೇಳಿಕೆ ನೀಡಿರುವ ಡಿ.ಕೆ.ಶಿವಕುಮಾರ್ ಅವರು, ಹೈಕಮಾಂಡ್ ಸೂಕ್ತ ಸಮಯದಲ್ಲಿ ನಿರ್ಧಾರ ಕೈಗೊಳ್ಳಲಿದೆ ಎಂದು ಹೇಳಿದ್ದಾರೆ. <box>398 347 584 438</box>
vishwa-text <box>10 588 238 752</box>
weather-min: ಕನಿಷ್ಠ : 29° <box>858 731 899 741</box>
lead-col2-text: ರಾಜ್ಯದಲ್ಲಿ 2023ರ ಮೇ ತಿಂಗಳಲ್ಲಿ ಕಾಂಗ್ರೆಸ್ ಸರ್ಕಾರ ಅಸ್ತಿತ್ವಕ್ಕೆ ಬಂದಾಗಿನಿಂದಲೂ ಅಧಿಕಾರ ಹಂಚಿಕೆ ಒಪ್ಪಂದವಾಗಿದೆ ಎಂಬ ಮಾತುಗಳು ಕೇಳಿ ಬಂದಿದ್ದವು. ಈ ನಡುವೆ ಸರ್ಕಾರ ಎರಡೂವರೆ ವರ್ಷ ಪೂರೈಸಿದ ಬಳಿಕ ನಾಯಕತ್ವ ಬದಲಾವಣೆ ವಿಚಾರ ತೀವ್ರಗೊಂಡಿದೆ. ವರಿಷ್ಠರು ಸಿದ್ದರಾಮಯ್ಯ ಅವರು ಅಧಿಕಾರ ಹಂಚಿಕೆ ವಿಚಾರವನ್ನು ನಿರಾಕರಿಸುತ್ತಾ ಬಂದಿದ್ದಾರೆ. ಡಿಸೆಂಬರ್ 19ರಂದು ಹೇಳಿಕೆ ನೀಡಿದ್ದ ಸಿದ್ದರಾಮಯ್ಯ ಅವರು, ಎರಡೂವರೆ ವರ್ಷ ಎಂದು ಯಾರೂ ಹೇಳಿಲ್ಲ. <box>206 347 392 452</box>
theft-text <box>600 152 764 860</box>
guarantee-headline-line1: ಪಂಚ ಗ್ಯಾರಂಟಿ ಯೋಜನೆಗಳ <box>685 892 851 913</box>
tiger-col-bottom <box>366 1334 590 1498</box>
vishwa-title <box>8 510 238 558</box>
lead-headline-line2: ಕುರ್ಚಿ ಕದನ? ಮತ್ತೆ ಜೋರು..! <box>113 106 483 146</box>
tiger-col-left-body: ಜಿಲ್ಲೆಯ ನಂಜೆದೇವನಪುರ, ವೀರನಪುರ ಹಾಗೂ ಉಡಿಗಾಲ ಗ್ರಾಮದ ಜಮೀನುಗಳಲ್ಲಿ ಐದು ಹುಲಿಗಳು ಪ್ರತ್ಯಕ್ಷವಾಗಿದ್ದು, ಗ್ರಾಮಸ್ಥರು ಆತಂಕಕ್ಕೆ ಒಳಗಾಗಿದ್ದಾರೆ. ಹೀಗಾಗಿ ಈ ಪ್ರದೇಶಗಳಲ್ಲಿ 144 ಸೆಕ್ಷನ್ ಅನ್ವಯ ನಿಷೇದಾಜ್ಞೆ ಜಾರಿಗೊಳಿಸಲಾಗಿದೆ. ಚಾಮರಾಜನಗರ: ನಂಜೆದೇವನಪುರ ಗ್ರಾಮದ ಬಳಿ 5 ಹುಲಿ ಪ್ರತ್ಯಕ್ಷವಾದ ಹಿನ್ನೆಲೆಯಲ್ಲಿ ನಿಷೇದಾಜ್ಞೆ ಜಾರಿ ಮಾಡಲಾಗಿದೆ. ಜಿಲ್ಲೆಯ ನಂಜೆದೇವನಪುರ ಹಾಗೂ ವೀರನಪುರ ಗ್ರಾಮದ ಜಮೀನುಗಳಲ್ಲಿ ಹುಲಿಗಳು ಓಡಾಟ ನಡೆಸಿವೆ. ಹೀಗಾಗಿ ಈ ಪ್ರದೇಶಗಳಲ್ಲಿ 144 ಸೆಕ್ಷನ್ ಅನ್ವಯ ನಿಷೇದಾಜ್ಞೆ ಜಾರಿಗೊಳಿಸಲಾಗಿದೆ. ನಂಜೆದೇವನಪುರ ಗ್ರಾಮದ ಬಳಿ ಬಂಡೆಗಳ ಸಮೀಪ ಹುಲಿಗಳು ಒಟ್ಟಿಗೆ ಪ್ರತ್ಯಕ್ಷವಾಗಿದ್ದು, ಸಮೀಪ ಜನರ ಆತಂಕಕ್ಕೆ ಕಾರಣವಾಗಿದೆ. ಹೀಗಾಗಿ ನಂಜೆದೇವನಪುರ ಸೇರಿ ಸುತ್ತಮುತ್ತಲಿನ ಗ್ರಾಮಗಳಲ್ಲಿ ನಿಷೇದಾಜ್ಞೆ ಜಾರಿ ಮಾಡಲಾಗಿದೆ. <box>250 1149 358 1456</box>
tiger-headline-line1: ಚಾಮರಾಜನಗರ: 5 ಹುಲಿಗಳು ಪ್ರತ್ಯಕ್ಷ , <box>309 1078 531 1098</box>
weather-row <box>778 760 902 772</box>
missing-boy-title: ಬಾಲಕ ಕಾಣೆ: ಪತ್ತೆಗೆ ಮನವಿ <box>8 1248 238 1270</box>
